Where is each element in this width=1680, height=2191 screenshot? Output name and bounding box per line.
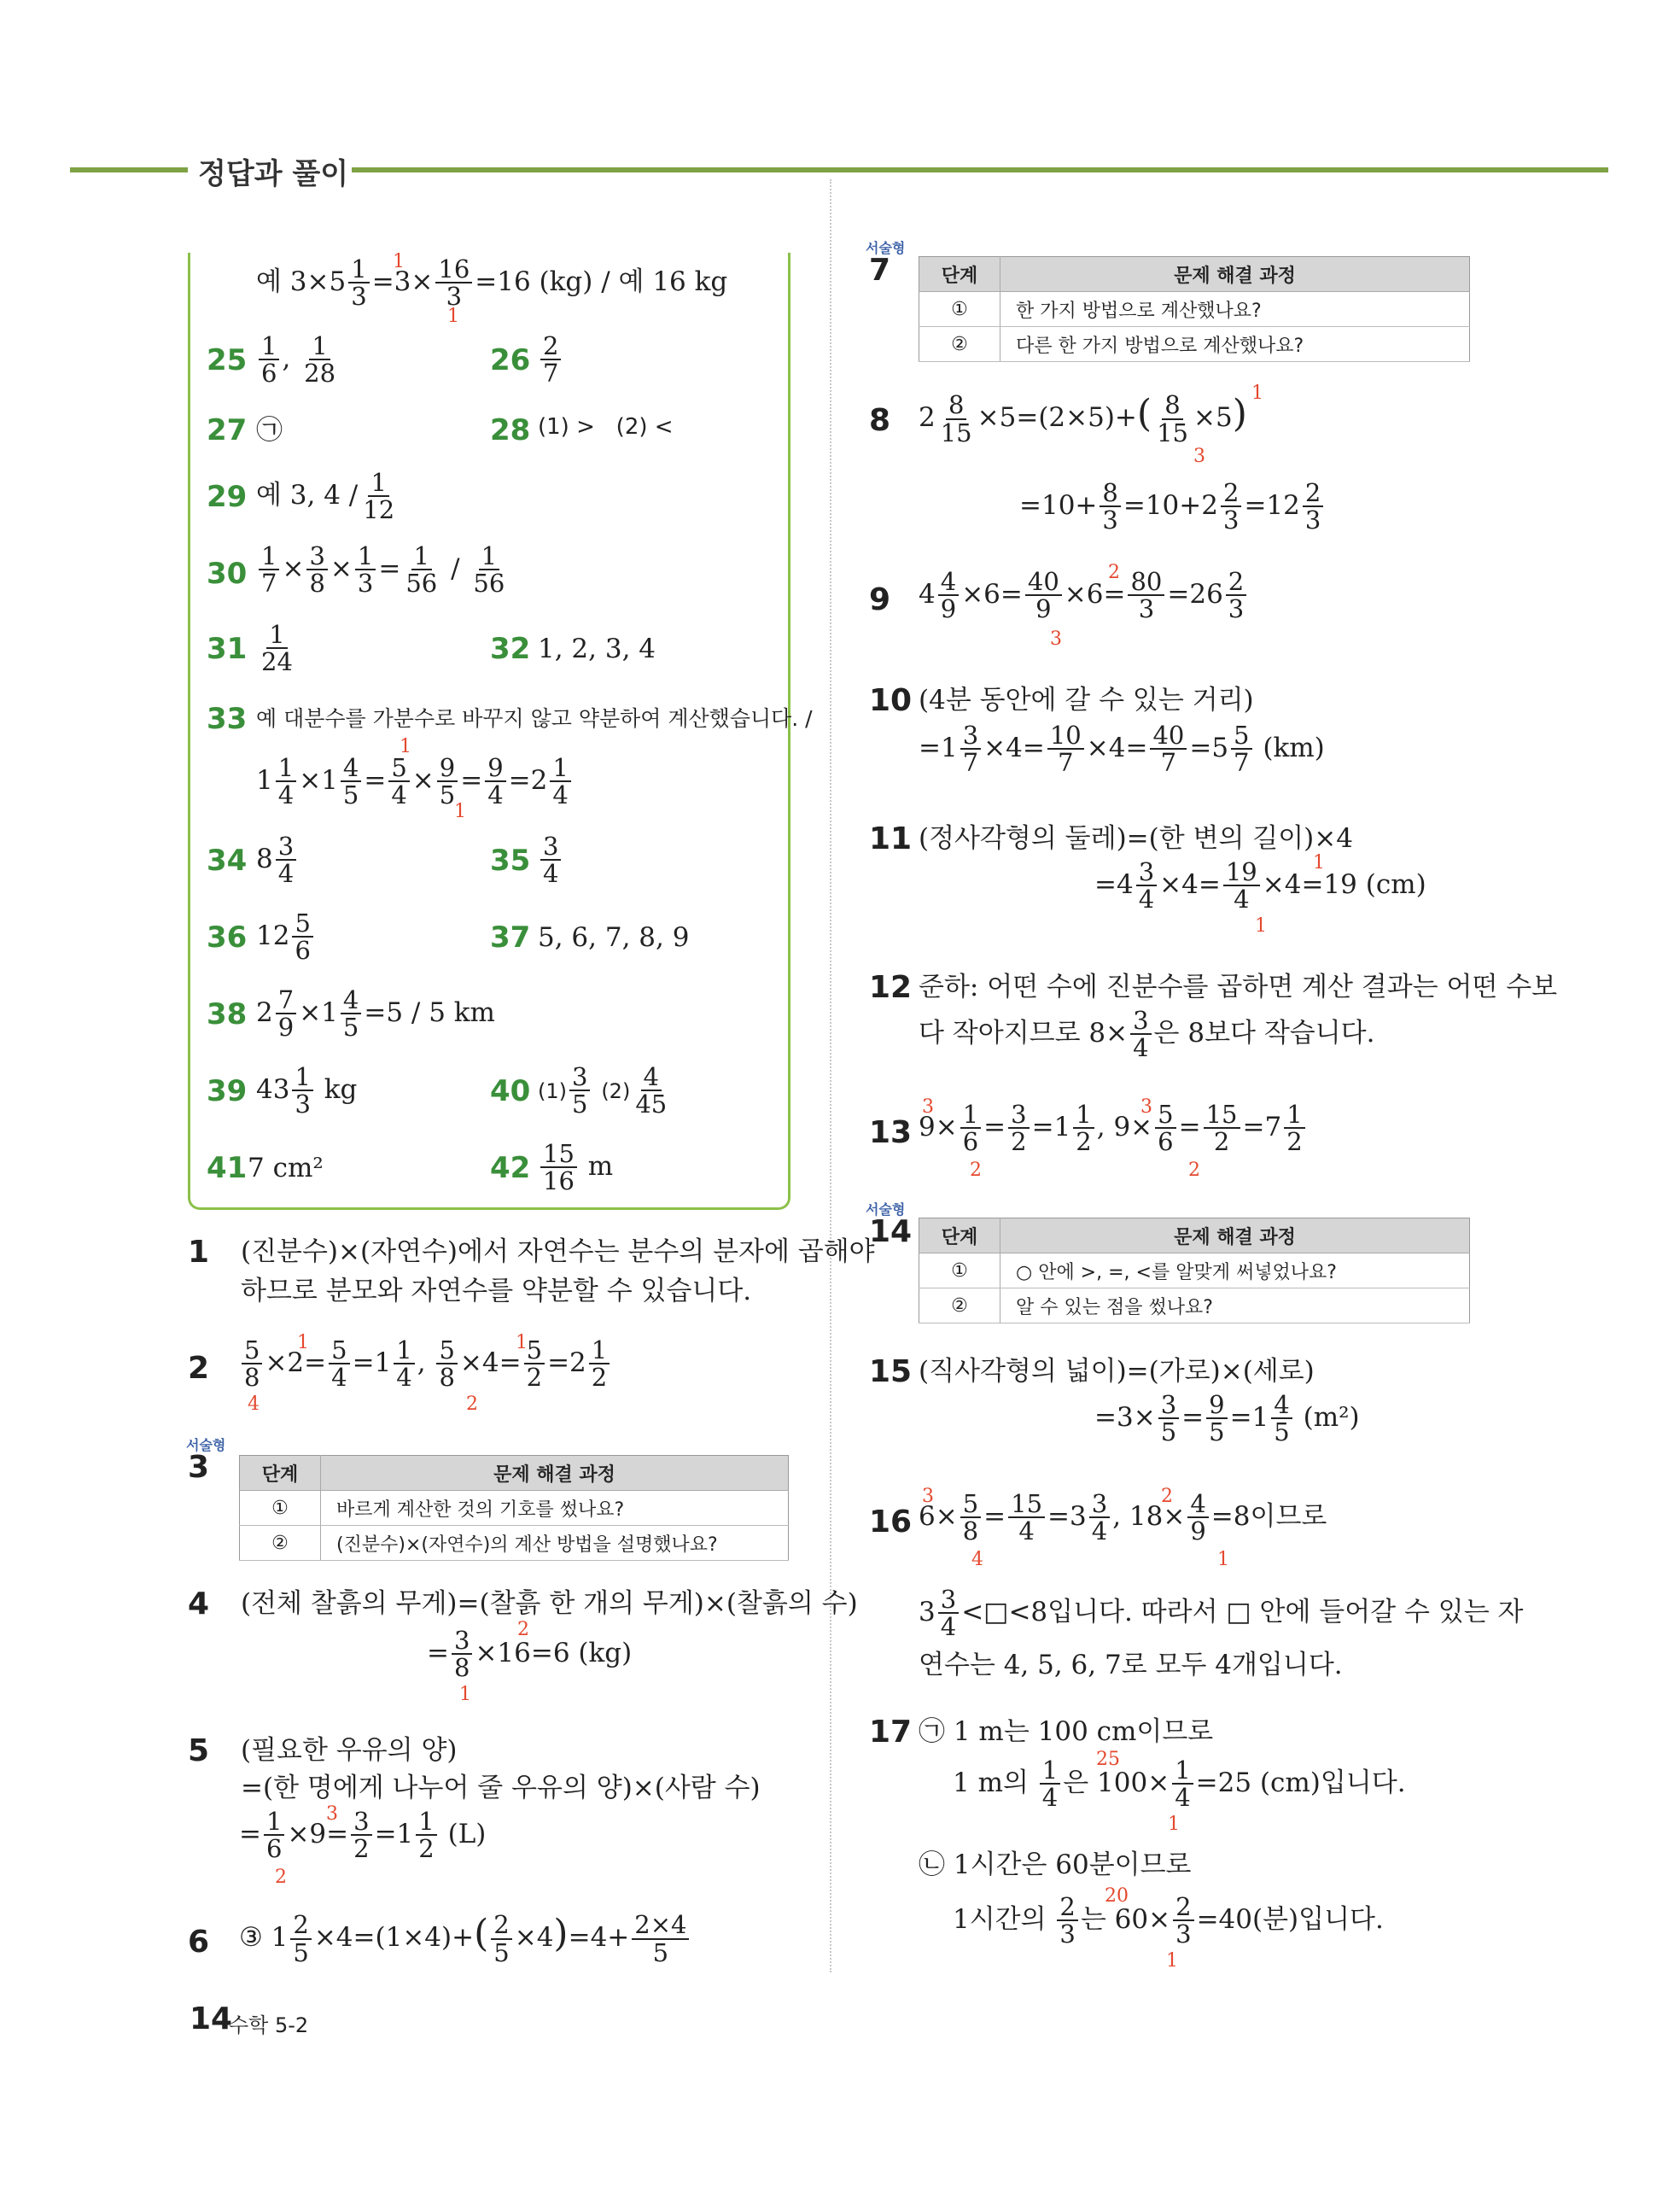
answer-number: 27: [207, 413, 248, 447]
cancel-mark: 1: [459, 1684, 471, 1705]
cancel-mark: 2: [275, 1867, 287, 1888]
answer-number: 37: [490, 920, 531, 955]
answer-number: 34: [207, 844, 248, 878]
solution-8-eq1: 2 $\frac{8}{15}$ ×5=(2×5)+( $\frac{8}{15}$ ×5): [919, 390, 1247, 447]
cancel-mark: 1: [454, 801, 466, 822]
answer-number: 32: [490, 632, 531, 666]
solution-8-eq2: =10+ $\frac{8}{3}$ =10+2 $\frac{2}{3}$ =12 $\frac{2}{3}$: [1019, 480, 1326, 534]
solution-number: 9: [869, 582, 891, 617]
answer-30: $\frac{1}{7}$ × $\frac{3}{8}$ × $\frac{1}{3}$ = $\frac{1}{56}$ / $\frac{1}{56}$: [256, 543, 510, 597]
solution-number: 10: [869, 683, 913, 718]
answer-32: 1, 2, 3, 4: [538, 634, 656, 664]
answer-number: 28: [490, 413, 531, 447]
answer-number: 33: [207, 702, 248, 736]
solution-17-b1: ㉡ 1시간은 60분이므로: [919, 1849, 1192, 1880]
solution-number: 5: [188, 1733, 210, 1768]
answer-33-text: 예 대분수를 가분수로 바꾸지 않고 약분하여 계산했습니다. /: [256, 706, 813, 731]
solution-17-a2: 1 m의 $\frac{1}{4}$ 은 100× $\frac{1}{4}$ =25 (cm)입니다.: [953, 1756, 1406, 1813]
cancel-mark: 1: [1251, 383, 1263, 404]
answer-34: 8 $\frac{3}{4}$: [256, 833, 299, 887]
solution-16-line3: 연수는 4, 5, 6, 7로 모두 4개입니다.: [919, 1650, 1343, 1680]
solution-5-eq: = $\frac{1}{6}$ ×9= $\frac{3}{2}$ =1 $\frac{1}{2}$ (L): [239, 1807, 487, 1864]
solution-5-line2: =(한 명에게 나누어 줄 우유의 양)×(사람 수): [241, 1773, 761, 1803]
answer-number: 35: [490, 844, 531, 878]
rubric-table-3: 단계 문제 해결 과정 ① 바르게 계산한 것의 기호를 썼나요? ② (진분수)×(자연수)의 계산 방법을 설명했나요?: [239, 1455, 789, 1561]
solution-number: 14: [869, 1214, 913, 1249]
solution-6-eq: ③ 1 $\frac{2}{5}$ ×4=(1×4)+( $\frac{2}{5}$ ×4)=4+ $\frac{2\times 4}{5}$: [239, 1909, 691, 1966]
cancel-mark: 1: [1255, 915, 1267, 937]
answer-number: 31: [207, 632, 248, 666]
page-title: 정답과 풀이: [198, 157, 349, 191]
answer-37: 5, 6, 7, 8, 9: [538, 922, 690, 953]
solution-16-eq: 6× $\frac{5}{8}$ = $\frac{15}{4}$ =3 $\frac{3}{4}$ , 18× $\frac{4}{9}$ =8이므로: [919, 1489, 1327, 1546]
answer-number: 40: [490, 1074, 531, 1108]
answer-number: 39: [207, 1074, 248, 1108]
solution-10-eq: =1 $\frac{3}{7}$ ×4= $\frac{10}{7}$ ×4= $\frac{40}{7}$ =5 $\frac{5}{7}$ (km): [919, 721, 1325, 778]
cancel-mark: 2: [1188, 1160, 1200, 1181]
solution-2-eq: $\frac{5}{8}$ ×2= $\frac{5}{4}$ =1 $\frac{1}{4}$ , $\frac{5}{8}$ ×4= $\frac{5}{2}$ =2 $\frac{1}{2}$: [239, 1337, 612, 1391]
answer-number: 25: [207, 343, 248, 377]
answer-number: 38: [207, 997, 248, 1031]
page-number: 14: [190, 2001, 233, 2036]
cancel-mark: 3: [922, 1486, 934, 1507]
cancel-mark: 3: [1050, 628, 1062, 650]
solution-number: 15: [869, 1354, 913, 1389]
cancel-mark: 4: [248, 1393, 260, 1415]
solution-number: 1: [188, 1235, 210, 1270]
cancel-mark: 1: [393, 251, 405, 272]
answer-number: 26: [490, 343, 531, 377]
solution-number: 12: [869, 970, 913, 1005]
answer-27: ㉠: [256, 415, 283, 446]
solution-1-line2: 하므로 분모와 자연수를 약분할 수 있습니다.: [241, 1276, 752, 1306]
solution-number: 7: [869, 253, 891, 288]
cancel-mark: 2: [1108, 562, 1120, 583]
solution-17-a1: ㉠ 1 m는 100 cm이므로: [919, 1716, 1214, 1747]
solution-11-eq: =4 $\frac{3}{4}$ ×4= $\frac{19}{4}$ ×4=19 (cm): [1094, 857, 1426, 914]
solution-15-line1: (직사각형의 넓이)=(가로)×(세로): [919, 1356, 1315, 1387]
box-top-line: 예 3×5 $\frac{1}{3}$ =3× $\frac{16}{3}$ =16 (kg) / 예 16 kg: [256, 254, 728, 312]
answer-39: 43 $\frac{1}{3}$ kg: [256, 1062, 358, 1119]
cancel-mark: 1: [1313, 852, 1325, 873]
cancel-mark: 3: [1140, 1096, 1152, 1118]
answer-number: 41: [207, 1151, 248, 1185]
footer-label: 수학 5-2: [229, 2013, 309, 2037]
solution-number: 3: [188, 1450, 210, 1485]
solution-number: 4: [188, 1586, 210, 1621]
solution-number: 17: [869, 1715, 913, 1750]
solution-12-line2: 다 작아지므로 8× $\frac{3}{4}$ 은 8보다 작습니다.: [919, 1006, 1375, 1063]
solution-13-eq: 9× $\frac{1}{6}$ = $\frac{3}{2}$ =1 $\frac{1}{2}$ , 9× $\frac{5}{6}$ = $\frac{15}{2}$ =7 $\frac{1}{2}$: [919, 1101, 1308, 1155]
solution-1-line1: (진분수)×(자연수)에서 자연수는 분수의 분자에 곱해야: [241, 1236, 875, 1267]
cancel-mark: 2: [466, 1393, 478, 1415]
answer-33-eq: 1 $\frac{1}{4}$ ×1 $\frac{4}{5}$ = $\frac{5}{4}$ × $\frac{9}{5}$ = $\frac{9}{4}$ =2 $\frac{1}{4}$: [256, 755, 574, 809]
solution-16-line2: 3 $\frac{3}{4}$ <□<8입니다. 따라서 □ 안에 들어갈 수 있는 자: [919, 1585, 1524, 1642]
answer-38: 2 $\frac{7}{9}$ ×1 $\frac{4}{5}$ =5 / 5 km: [256, 985, 495, 1043]
answer-number: 30: [207, 557, 248, 591]
cancel-mark: 2: [517, 1619, 529, 1640]
essay-tag: 서술형: [186, 1437, 226, 1453]
column-divider: [830, 179, 831, 1972]
answer-36: 12 $\frac{5}{6}$: [256, 910, 316, 964]
cancel-mark: 25: [1096, 1749, 1120, 1770]
solution-12-line1: 준하: 어떤 수에 진분수를 곱하면 계산 결과는 어떤 수보: [919, 972, 1558, 1002]
cancel-mark: 3: [1193, 446, 1205, 467]
fraction: $\frac{16}{3}$: [435, 256, 472, 310]
answer-42: $\frac{15}{16}$ m: [538, 1141, 613, 1195]
solution-4-line1: (전체 찰흙의 무게)=(찰흙 한 개의 무게)×(찰흙의 수): [241, 1588, 858, 1619]
solution-number: 13: [869, 1115, 913, 1150]
answer-number: 36: [207, 920, 248, 955]
answer-41: 7 cm²: [248, 1153, 324, 1183]
solution-number: 16: [869, 1504, 913, 1540]
cancel-mark: 1: [1168, 1814, 1180, 1835]
header-rule-left: [70, 167, 188, 172]
solution-number: 8: [869, 403, 891, 438]
essay-tag: 서술형: [866, 240, 906, 256]
answer-29: 예 3, 4 / $\frac{1}{12}$: [256, 468, 395, 525]
cancel-mark: 20: [1105, 1885, 1129, 1907]
cancel-mark: 2: [970, 1160, 982, 1181]
fraction: $\frac{1}{3}$: [348, 256, 369, 310]
essay-tag: 서술형: [866, 1201, 906, 1218]
cancel-mark: 1: [1217, 1549, 1229, 1570]
solution-number: 2: [188, 1351, 210, 1386]
cancel-mark: 1: [516, 1332, 528, 1353]
solution-5-line1: (필요한 우유의 양): [241, 1735, 458, 1766]
answer-number: 42: [490, 1151, 531, 1185]
solution-17-b2: 1시간의 $\frac{2}{3}$ 는 60× $\frac{2}{3}$ =40(분)입니다.: [953, 1892, 1384, 1949]
solution-10-line1: (4분 동안에 갈 수 있는 거리): [919, 685, 1254, 716]
cancel-mark: 2: [1161, 1486, 1173, 1507]
answer-26: $\frac{2}{7}$: [538, 333, 563, 387]
rubric-table-7: 단계 문제 해결 과정 ① 한 가지 방법으로 계산했나요? ② 다른 한 가지 방법으로 계산했나요?: [919, 256, 1470, 362]
answer-40: (1) $\frac{3}{5}$ (2) $\frac{4}{45}$: [538, 1062, 668, 1119]
header-rule-right: [352, 167, 1608, 172]
box-lead: 예 3×5: [256, 266, 347, 297]
solution-number: 6: [188, 1925, 210, 1960]
cancel-mark: 4: [971, 1549, 983, 1570]
cancel-mark: 1: [447, 306, 459, 327]
cancel-mark: 1: [1166, 1950, 1178, 1972]
answer-25: $\frac{1}{6}$ , $\frac{1}{28}$: [256, 333, 341, 387]
solution-number: 11: [869, 821, 913, 856]
cancel-mark: 3: [326, 1803, 338, 1825]
cancel-mark: 1: [400, 736, 411, 757]
solution-4-eq: = $\frac{3}{8}$ ×16=6 (kg): [427, 1626, 633, 1683]
solution-9-eq: 4 $\frac{4}{9}$ ×6= $\frac{40}{9}$ ×6= $\frac{80}{3}$ =26 $\frac{2}{3}$: [919, 569, 1249, 622]
answer-28: (1) > (2) <: [538, 414, 674, 440]
cancel-mark: 3: [922, 1096, 934, 1118]
rubric-table-14: 단계 문제 해결 과정 ① ○ 안에 >, =, <를 알맞게 써넣었나요? ② 알 수 있는 점을 썼나요?: [919, 1218, 1470, 1323]
answer-31: $\frac{1}{24}$: [261, 620, 293, 677]
solution-11-line1: (정사각형의 둘레)=(한 변의 길이)×4: [919, 823, 1353, 854]
cancel-mark: 1: [297, 1332, 309, 1353]
answer-35: $\frac{3}{4}$: [538, 833, 563, 887]
answer-number: 29: [207, 480, 248, 514]
solution-15-eq: =3× $\frac{3}{5}$ = $\frac{9}{5}$ =1 $\frac{4}{5}$ (m²): [1094, 1390, 1360, 1447]
